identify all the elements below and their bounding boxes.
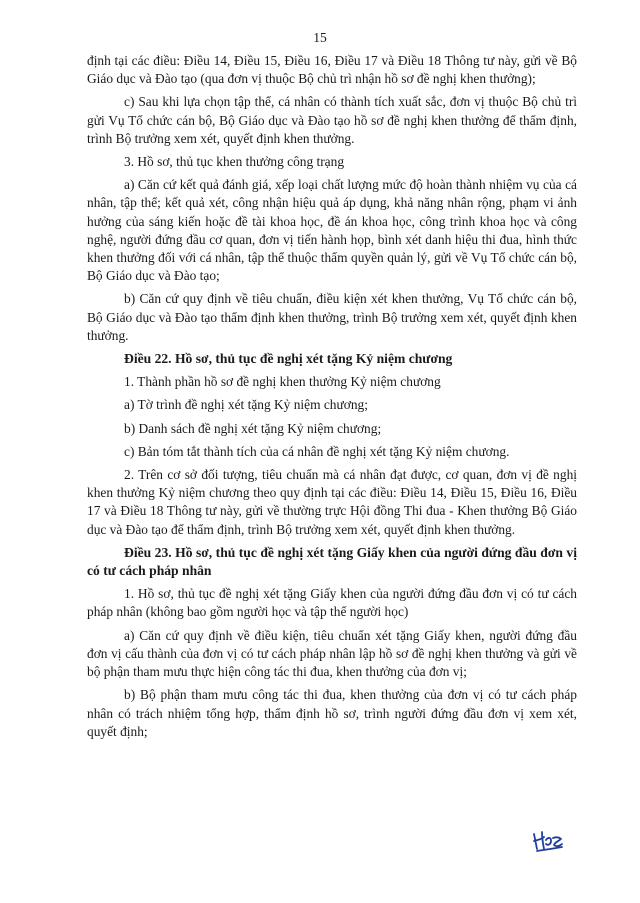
article-22-item-c: c) Bản tóm tắt thành tích của cá nhân đề nghị xét tặng Kỷ niệm chương. (124, 443, 510, 459)
article-23-item-b: b) Bộ phận tham mưu công tác thi đua, khen thưởng của đơn vị có tư cách pháp nhân có trách nhiệm tổng hợp, thẩm định hồ sơ, trình người đứng đầu đơn vị xem xét, quyết định; (87, 687, 577, 739)
handwritten-initials-signature (531, 828, 565, 854)
article-22-item-a: a) Tờ trình đề nghị xét tặng Kỷ niệm chương; (124, 397, 368, 413)
paragraph-c-submission: c) Sau khi lựa chọn tập thể, cá nhân có thành tích xuất sắc, đơn vị thuộc Bộ chủ trì gửi Vụ Tổ chức cán bộ, Bộ Giáo dục và Đào tạo hồ sơ đề nghị khen thưởng để thẩm định, trình Bộ trưởng xem xét, quyết định khen thưởng. (87, 94, 577, 146)
article-23-item-a: a) Căn cứ quy định về điều kiện, tiêu chuẩn xét tặng Giấy khen, người đứng đầu đơn vị cấu thành của đơn vị có tư cách pháp nhân lập hồ sơ đề nghị khen thưởng và gửi về bộ phận tham mưu thực hiện công tác thi đua, khen thưởng của đơn vị; (87, 627, 577, 680)
document-body (87, 52, 577, 746)
article-22-clause-1: 1. Thành phần hồ sơ đề nghị khen thưởng Kỷ niệm chương (124, 374, 441, 390)
article-23-heading: Điều 23. Hồ sơ, thủ tục đề nghị xét tặng Giấy khen của người đứng đầu đơn vị có tư cách pháp nhân (87, 544, 577, 579)
page-number: 15 (313, 30, 327, 45)
article-23-clause-1: 1. Hồ sơ, thủ tục đề nghị xét tặng Giấy khen của người đứng đầu đơn vị có tư cách pháp nhân (không bao gồm người học và tập thể người học) (87, 586, 577, 620)
article-22-clause-2: 2. Trên cơ sở đối tượng, tiêu chuẩn mà cá nhân đạt được, cơ quan, đơn vị đề nghị khen thưởng Kỷ niệm chương theo quy định tại các điều: Điều 14, Điều 15, Điều 16, Điều 17 và Điều 18 Thông tư này, gửi về thường trực Hội đồng Thi đua - Khen thưởng Bộ Giáo dục và Đào tạo để thẩm định, trình Bộ trưởng xem xét, quyết định khen thưởng. (87, 467, 577, 537)
article-22-item-b: b) Danh sách đề nghị xét tặng Kỷ niệm chương; (124, 420, 382, 436)
article-22-heading: Điều 22. Hồ sơ, thủ tục đề nghị xét tặng Kỷ niệm chương (124, 351, 453, 367)
paragraph-3b: b) Căn cứ quy định về tiêu chuẩn, điều kiện xét khen thưởng, Vụ Tổ chức cán bộ, Bộ Giáo dục và Đào tạo thẩm định khen thưởng, trình Bộ trưởng xem xét, quyết định khen thưởng. (87, 291, 577, 343)
clause-3-title: 3. Hồ sơ, thủ tục khen thưởng công trạng (124, 154, 345, 170)
paragraph-continuation: định tại các điều: Điều 14, Điều 15, Điều 16, Điều 17 và Điều 18 Thông tư này, gửi về Bộ Giáo dục và Đào tạo (qua đơn vị thuộc Bộ chủ trì nhận hồ sơ đề nghị khen thưởng); (87, 53, 577, 87)
paragraph-3a: a) Căn cứ kết quả đánh giá, xếp loại chất lượng mức độ hoàn thành nhiệm vụ của cá nhân, tập thể; kết quả xét, công nhận hiệu quả áp dụng, khả năng nhân rộng, phạm vi ảnh hưởng của sáng kiến hoặc đề tài khoa học, đề án khoa học, công trình khoa học và công nghệ, người đứng đầu cơ quan, đơn vị tiến hành họp, bình xét danh hiệu thi đua, hình thức khen thưởng đối với cá nhân, tập thể thuộc thẩm quyền quản lý, gửi về Vụ Tổ chức cán bộ, Bộ Giáo dục và Đào tạo; (87, 177, 577, 284)
